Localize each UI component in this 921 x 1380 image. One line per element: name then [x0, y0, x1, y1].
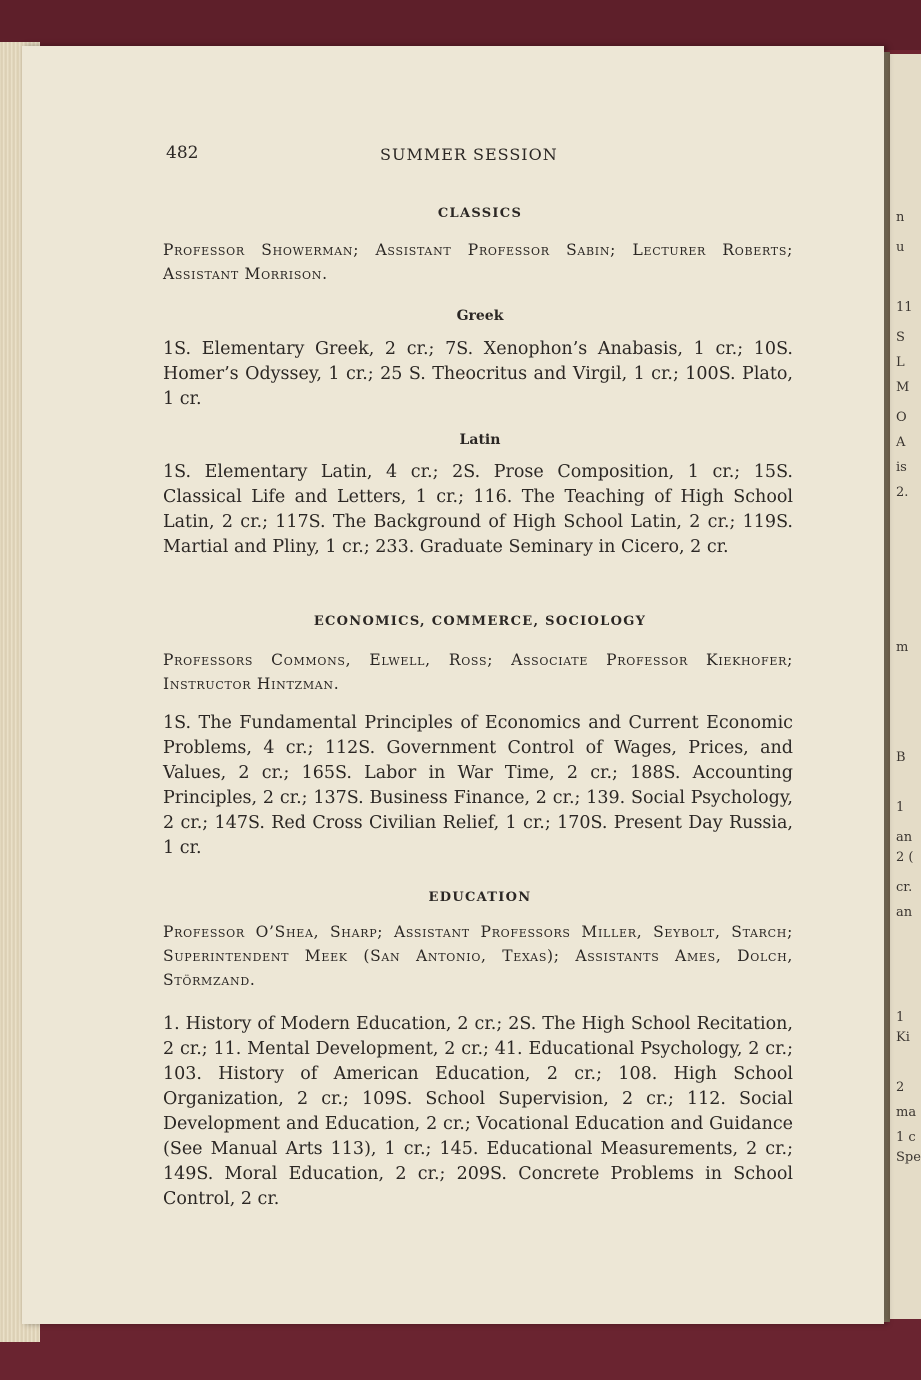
book-cover-top	[0, 0, 921, 50]
adjacent-page-fragment: 11	[896, 300, 913, 315]
adjacent-page-fragment: cr.	[896, 880, 913, 895]
adjacent-page-fragment: S	[896, 330, 905, 345]
adjacent-page-fragment: Spe	[896, 1150, 921, 1165]
adjacent-page-fragment: 1 c	[896, 1130, 916, 1145]
running-head: SUMMER SESSION	[380, 145, 558, 164]
adjacent-page-fragment: n	[896, 210, 905, 225]
section-heading: EDUCATION	[428, 890, 532, 905]
adjacent-page-fragment: u	[896, 240, 905, 255]
course-list: 1S. The Fundamental Principles of Economics and Current Economic Problems, 4 cr.; 112S. Government Control of Wages, Prices, and Values, 2 cr.; 165S. Labor in War Time, 2 cr.; 188S. Accounting Principles, 2 cr.; 137S. Business Finance, 2 cr.; 139. Social Psychology, 2 cr.; 147S. Red Cross Civilian Relief, 1 cr.; 170S. Present Day Russia, 1 cr.	[163, 713, 793, 858]
adjacent-page-fragment: is	[896, 460, 907, 475]
subsection-heading: Latin	[459, 432, 501, 448]
faculty-list: Professor O’Shea, Sharp; Assistant Professors Miller, Seybolt, Starch; Superintendent Meek (San Antonio, Texas); Assistants Ames, Dolch, Störmzand.	[163, 923, 793, 989]
adjacent-page	[888, 54, 921, 1319]
section-heading: CLASSICS	[437, 206, 523, 221]
section-heading: ECONOMICS, COMMERCE, SOCIOLOGY	[313, 614, 647, 629]
adjacent-page-fragment: O	[896, 410, 907, 425]
adjacent-page-fragment: an	[896, 905, 913, 920]
adjacent-page-fragment: 2 (	[896, 850, 914, 865]
adjacent-page-fragment: ma	[896, 1105, 917, 1120]
adjacent-page-fragment: 1	[896, 800, 905, 815]
subsection-heading: Greek	[456, 308, 504, 324]
faculty-list: Professors Commons, Elwell, Ross; Associate Professor Kiekhofer; Instructor Hintzman.	[163, 651, 793, 693]
faculty-list: Professor Showerman; Assistant Professor Sabin; Lecturer Roberts; Assistant Morrison.	[163, 241, 793, 283]
adjacent-page-fragment: A	[896, 435, 906, 450]
page-number: 482	[166, 143, 199, 163]
adjacent-page-fragment: 2	[896, 1080, 905, 1095]
course-list: 1S. Elementary Greek, 2 cr.; 7S. Xenophon’s Anabasis, 1 cr.; 10S. Homer’s Odyssey, 1 cr.; 25 S. Theocritus and Virgil, 1 cr.; 100S. Plato, 1 cr.	[163, 339, 793, 409]
adjacent-page-fragment: B	[896, 750, 906, 765]
course-list: 1S. Elementary Latin, 4 cr.; 2S. Prose Composition, 1 cr.; 15S. Classical Life and Letters, 1 cr.; 116. The Teaching of High School Latin, 2 cr.; 117S. The Background of High School Latin, 2 cr.; 119S. Martial and Pliny, 1 cr.; 233. Graduate Seminary in Cicero, 2 cr.	[163, 462, 793, 557]
adjacent-page-fragment: 1	[896, 1010, 905, 1025]
adjacent-page-fragment: an	[896, 830, 913, 845]
adjacent-page-fragment: 2.	[896, 485, 909, 500]
adjacent-page-fragment: Ki	[896, 1030, 910, 1045]
adjacent-page-fragment: m	[896, 640, 909, 655]
adjacent-page-fragment: M	[896, 380, 910, 395]
adjacent-page-fragment: L	[896, 355, 905, 370]
course-list: 1. History of Modern Education, 2 cr.; 2S. The High School Recitation, 2 cr.; 11. Mental Development, 2 cr.; 41. Educational Psychology, 2 cr.; 103. History of American Education, 2 cr.; 108. High School Organization, 2 cr.; 109S. School Supervision, 2 cr.; 112. Social Development and Education, 2 cr.; Vocational Education and Guidance (See Manual Arts 113), 1 cr.; 145. Educational Measurements, 2 cr.; 149S. Moral Education, 2 cr.; 209S. Concrete Problems in School Control, 2 cr.	[163, 1014, 793, 1209]
